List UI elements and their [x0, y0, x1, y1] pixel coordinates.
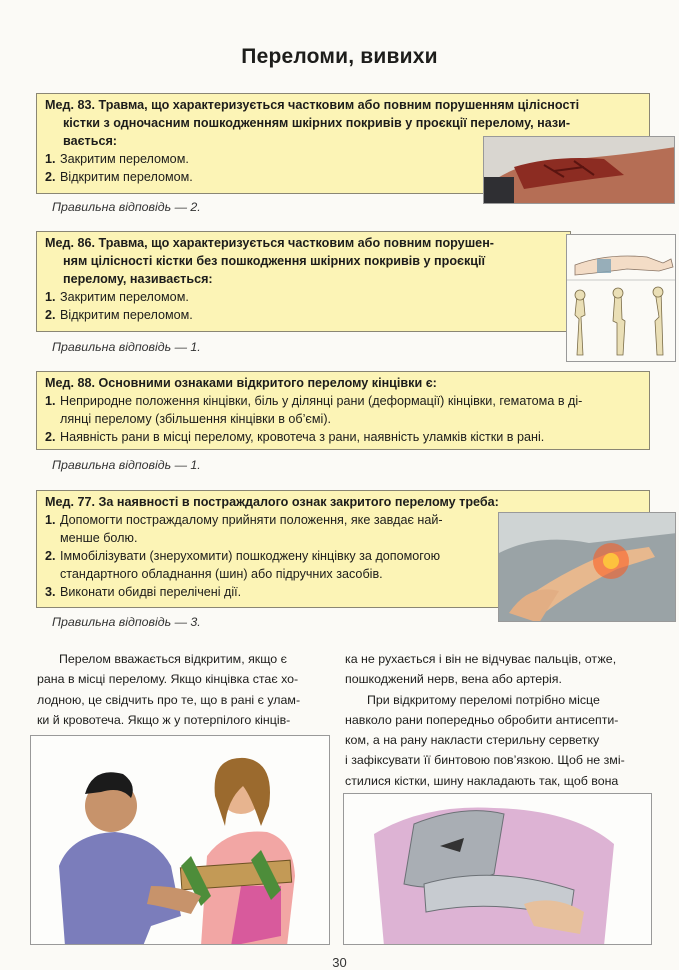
question-box-med-86 [36, 231, 571, 332]
text-line: ком, а на рану накласти стерильну серветку [345, 733, 600, 748]
body-text-left-column [37, 649, 333, 730]
splinting-illustration [30, 735, 330, 945]
option-text: Наявність рани в місці перелому, кровотеча з рани, наявність уламків кістки в рані. [60, 430, 545, 444]
text-line: При відкритому переломі потрібно місце [367, 692, 600, 707]
question-box-med-88 [36, 371, 650, 450]
paragraph [37, 649, 333, 669]
question-line: Мед. 86. Травма, що характеризується частковим або повним порушен- [45, 236, 494, 250]
option-text-line: менше болю. [60, 531, 138, 545]
option-text: Відкритим переломом. [60, 170, 193, 184]
option-text-line: Неприродне положення кінцівки, біль у ділянці рани (деформації) кінцівки, гематома в ді- [60, 394, 583, 408]
option-number: 2. [45, 170, 56, 184]
open-fracture-arm-photo [483, 136, 675, 204]
question-text [45, 234, 564, 288]
question-line: кістки з одночасним пошкодженням шкірних покривів у проєкції перелому, нази- [63, 116, 571, 130]
body-text-right-column [345, 649, 651, 791]
question-text [45, 374, 643, 392]
correct-answer: Правильна відповідь — 2. [52, 200, 201, 214]
answer-option-1 [45, 288, 564, 306]
closed-fracture-bones-illustration [566, 234, 676, 362]
question-line: перелому, називається: [63, 272, 213, 286]
text-line: стилися кістки, шину накладають так, щоб вона [345, 773, 619, 788]
correct-answer: Правильна відповідь — 1. [52, 458, 201, 472]
page-number: 30 [332, 955, 347, 970]
option-text: Закритим переломом. [60, 290, 189, 304]
paragraph-continuation [37, 669, 333, 730]
text-line: і зафіксувати її бинтовою пов’язкою. Щоб не змі- [345, 753, 625, 768]
option-number: 2. [45, 549, 56, 563]
arm-sling-bandage-illustration [343, 793, 652, 945]
text-line: ка не рухається і він не відчуває пальців, отже, [345, 652, 617, 666]
question-line: Мед. 83. Травма, що характеризується частковим або повним порушенням цілісності [45, 98, 580, 112]
question-line: вається: [63, 134, 117, 148]
option-text [60, 392, 643, 428]
text-line: навколо рани попередньо обробити антисепти- [345, 712, 619, 727]
text-line: рана в місці перелому. Якщо кінцівка стає хо- [37, 672, 299, 687]
text-line: лодною, це свідчить про те, що в рані є улам- [37, 692, 301, 707]
option-text: Закритим переломом. [60, 152, 189, 166]
answer-option-2 [45, 428, 643, 446]
question-text [45, 493, 643, 511]
page-title: Переломи, вивихи [241, 45, 438, 68]
answer-option-1 [45, 392, 643, 428]
question-line: Мед. 88. Основними ознаками відкритого перелому кінцівки є: [45, 376, 437, 390]
option-number: 1. [45, 290, 56, 304]
option-number: 2. [45, 430, 56, 444]
paragraph [345, 690, 651, 710]
question-line: ням цілісності кістки без пошкодження шкірних покривів у проєкції [63, 254, 486, 268]
answer-option-2 [45, 306, 564, 324]
paragraph-continuation [345, 710, 651, 791]
text-line: Перелом вважається відкритим, якщо є [59, 652, 287, 666]
option-text: Виконати обидві перелічені дії. [60, 585, 242, 599]
option-text-line: стандартного обладнання (шин) або підручних засобів. [60, 567, 383, 581]
text-line: ки й кровотеча. Якщо ж у потерпілого кінців- [37, 712, 291, 727]
option-number: 1. [45, 394, 56, 408]
option-text-line: лянці перелому (збільшення кінцівки в об’ємі). [60, 412, 332, 426]
option-text-line: Допомогти постраждалому прийняти положення, яке завдає най- [60, 513, 443, 527]
forearm-pain-photo [498, 512, 676, 622]
option-text: Відкритим переломом. [60, 308, 193, 322]
option-number: 1. [45, 513, 56, 527]
option-number: 1. [45, 152, 56, 166]
paragraph-continuation [345, 649, 651, 690]
correct-answer: Правильна відповідь — 3. [52, 615, 201, 629]
option-number: 2. [45, 308, 56, 322]
text-line: пошкоджений нерв, вена або артерія. [345, 672, 562, 687]
correct-answer: Правильна відповідь — 1. [52, 340, 201, 354]
question-line: Мед. 77. За наявності в постраждалого ознак закритого перелому треба: [45, 495, 499, 509]
option-text-line: Іммобілізувати (знерухомити) пошкоджену кінцівку за допомогою [60, 549, 441, 563]
option-number: 3. [45, 585, 56, 599]
